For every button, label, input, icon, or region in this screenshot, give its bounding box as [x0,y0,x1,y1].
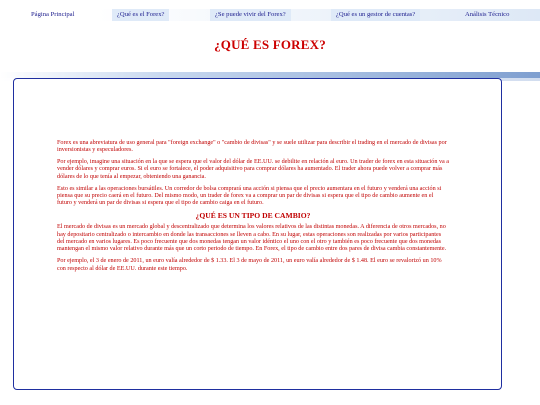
paragraph-euro-example: Por ejemplo, el 3 de enero de 2011, un euro valía alrededor de $ 1.33. El 3 de mayo de 2011, un euro valía alrededor de $ 1.48. El euro se revalorizó un 10% con respecto al dólar de EE.UU. durante este tiempo. [57,258,442,272]
paragraph-definition: Forex es una abreviatura de uso general para "foreign exchange" o "cambio de divisas" y se suele utilizar para describir el trading en el mercado de divisas por inversionistas y especuladores. [57,140,447,154]
nav-link-what-is-forex[interactable]: ¿Qué es el Forex? [112,9,169,21]
paragraph-stock-comparison: Esto es similar a las operaciones bursátiles. Un corredor de bolsa comprará una acción si piensa que el precio aumentara en el futuro y venderá una acción si piensa que su precio caerá en el futuro. Del mismo modo, un trader de forex va a comprar un par de divisas si espera que el tipo de cambio aumente en el futuro y venderá un par de divisas si espera que el tipo de cambio caiga en el futuro. [57,185,442,207]
paragraph-example: Por ejemplo, imagine una situación en la que se espera que el valor del dólar de EE.UU. se debilite en relación al euro. Un trader de forex en esta situación va a vender dólares y comprar euros. Si el euro se fortalece, el poder adquisitivo para comprar dólares ha aumentado. El trader ahora puede volver a comprar más dólares de lo que tenía al empezar, obteniendo una ganancia. [57,159,449,180]
nav-link-live-from-forex[interactable]: ¿Se puede vivir del Forex? [210,9,291,21]
top-nav-bar [0,9,540,21]
paragraph-global-market: El mercado de divisas es un mercado global y descentralizado que determina los valores relativos de las distintas monedas. A diferencia de otros mercados, no hay depositario centralizado o intercambio en donde las transacciones se lleven a cabo. En su lugar, estas operaciones son realizadas por varios participantes del mercado en varios lugares. Es poco frecuente que dos monedas tengan un valor idéntico el uno con el otro y también es poco frecuente que dos monedas mantengan el mismo valor relativo durante más que un corto periodo de tiempo. En Forex, el tipo de cambio entre dos pares de divisa cambia constantemente. [57,224,447,253]
page-title: ¿QUÉ ES FOREX? [214,37,326,52]
nav-link-home[interactable]: Página Principal [31,11,75,18]
nav-link-technical-analysis[interactable]: Análisis Técnico [465,11,510,18]
article-body [57,140,449,277]
section-heading-exchange-rate: ¿QUÉ ES UN TIPO DE CAMBIO? [195,211,311,221]
nav-link-account-manager[interactable]: ¿Qué es un gestor de cuentas? [331,9,420,21]
